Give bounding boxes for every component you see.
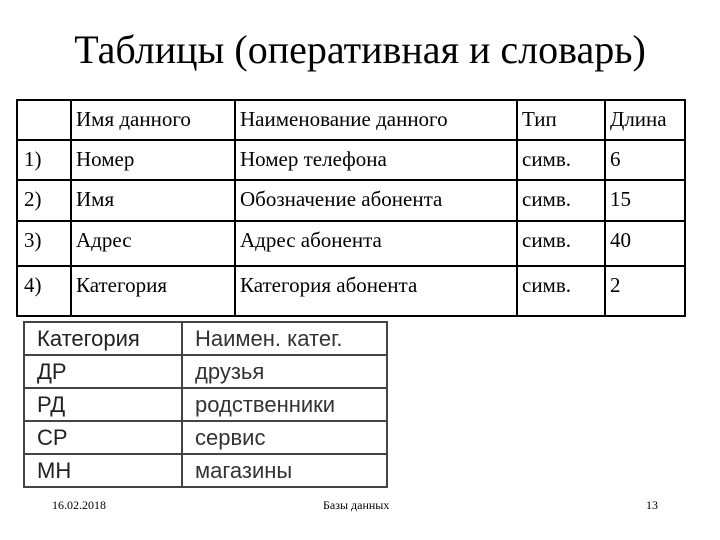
table-cell: Категория абонента xyxy=(235,266,517,316)
slide-title: Таблицы (оперативная и словарь) xyxy=(74,27,646,72)
table-cell: Категория xyxy=(71,266,235,316)
table-cell: Номер телефона xyxy=(235,140,517,180)
table-cell: 3) xyxy=(17,221,71,266)
table-cell: сервис xyxy=(182,421,387,454)
table-cell: 4) xyxy=(17,266,71,316)
table-cell: 2 xyxy=(605,266,685,316)
table-header-row xyxy=(24,322,387,355)
header-cell: Наимен. катег. xyxy=(182,322,387,355)
table-cell: симв. xyxy=(517,140,605,180)
table-cell: 2) xyxy=(17,180,71,221)
table-cell: друзья xyxy=(182,355,387,388)
footer-title: Базы данных xyxy=(323,498,390,512)
table-cell: магазины xyxy=(182,454,387,487)
category-dictionary-table xyxy=(23,321,388,488)
table-row xyxy=(17,221,685,266)
table-cell: Номер xyxy=(71,140,235,180)
table-cell: родственники xyxy=(182,388,387,421)
table-cell: симв. xyxy=(517,180,605,221)
table-cell: МН xyxy=(24,454,182,487)
table-header-row xyxy=(17,100,685,140)
table-cell: Обозначение абонента xyxy=(235,180,517,221)
table-cell: РД xyxy=(24,388,182,421)
table-row xyxy=(17,180,685,221)
table-row xyxy=(17,140,685,180)
table-row xyxy=(24,355,387,388)
header-cell: Длина xyxy=(605,100,685,140)
table-row xyxy=(24,454,387,487)
table-cell: 40 xyxy=(605,221,685,266)
header-cell: Наименование данного xyxy=(235,100,517,140)
fields-table xyxy=(16,99,686,317)
header-cell xyxy=(17,100,71,140)
table-cell: Адрес xyxy=(71,221,235,266)
table-cell: ДР xyxy=(24,355,182,388)
table-row xyxy=(24,421,387,454)
table-cell: симв. xyxy=(517,266,605,316)
header-cell: Имя данного xyxy=(71,100,235,140)
table-cell: 6 xyxy=(605,140,685,180)
header-cell: Тип xyxy=(517,100,605,140)
footer-page-number: 13 xyxy=(646,498,658,512)
table-cell: Имя xyxy=(71,180,235,221)
table-row xyxy=(24,388,387,421)
table-cell: Адрес абонента xyxy=(235,221,517,266)
footer-date: 16.02.2018 xyxy=(52,498,106,512)
table-cell: СР xyxy=(24,421,182,454)
header-cell: Категория xyxy=(24,322,182,355)
table-cell: симв. xyxy=(517,221,605,266)
table-cell: 15 xyxy=(605,180,685,221)
table-row xyxy=(17,266,685,316)
table-cell: 1) xyxy=(17,140,71,180)
